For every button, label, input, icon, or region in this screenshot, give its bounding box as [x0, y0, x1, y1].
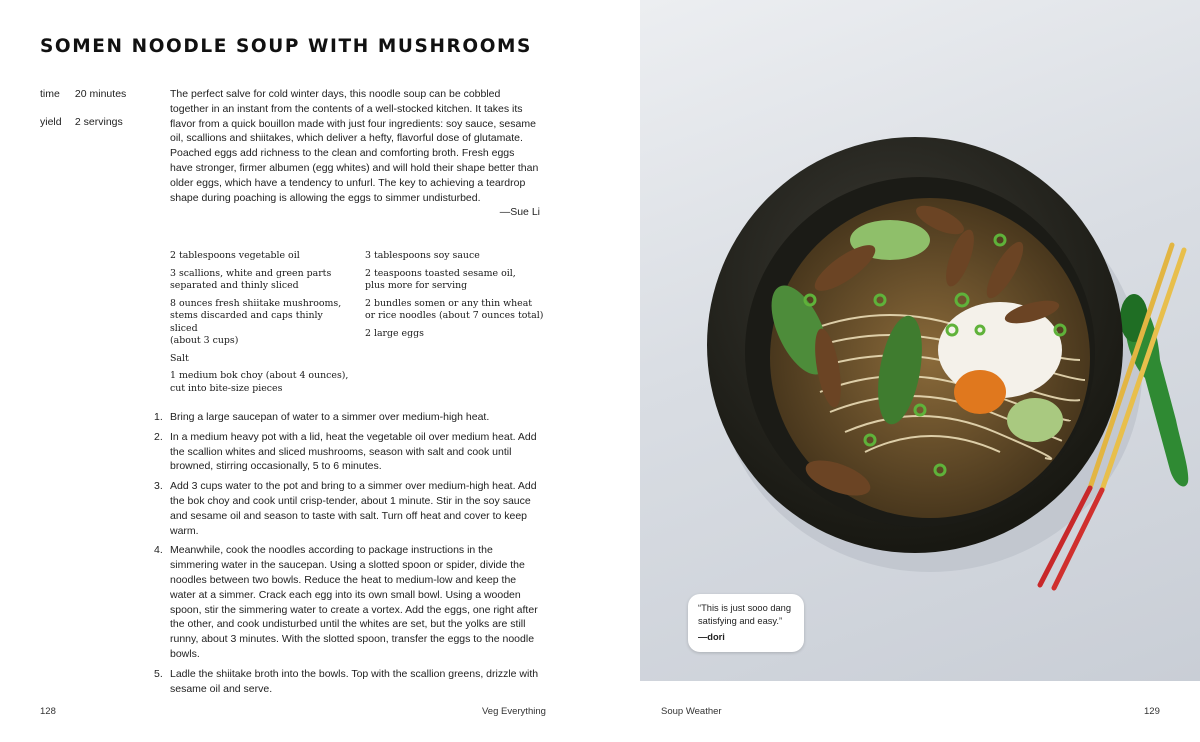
steps-list	[150, 410, 542, 701]
step-number: 3.	[154, 480, 163, 493]
step-text: Bring a large saucepan of water to a simmer over medium-high heat.	[170, 411, 490, 423]
ingredients-column-2	[365, 250, 545, 345]
yield-row	[40, 116, 123, 128]
ingredient: 3 scallions, white and green parts separated and thinly sliced	[170, 267, 332, 291]
ingredient: 2 tablespoons vegetable oil	[170, 250, 300, 261]
step-number: 2.	[154, 430, 163, 443]
step-item	[150, 430, 542, 474]
left-section-name: Veg Everything	[482, 706, 546, 717]
step-text: Ladle the shiitake broth into the bowls. Top with the scallion greens, drizzle with sesame oil and serve.	[170, 667, 539, 695]
ingredient: 2 large eggs	[365, 327, 424, 339]
step-text: Meanwhile, cook the noodles according to package instructions in the simmering water in the saucepan. Using a slotted spoon or spider, divide the noodles between two bowls. Reduce the heat to medium-low and keep the water at a simmer. Crack each egg into its own small bowl. Using a wooden spoon, stir the simmering water to create a vortex. Add the eggs, one right after the other, and cook undisturbed until the whites are set, but the yolks are still runny, about 3 minutes. With the slotted spoon, transfer the eggs to the noodle bowls.	[170, 544, 538, 660]
ingredient: Salt	[170, 352, 189, 364]
right-page	[640, 0, 1200, 742]
quote-text: “This is just sooo dang satisfying and easy.”	[698, 603, 792, 626]
step-item	[150, 667, 542, 697]
left-page-number: 128	[40, 706, 56, 717]
yield-value: 2 servings	[74, 116, 123, 128]
ingredient: 1 medium bok choy (about 4 ounces), cut into bite-size pieces	[170, 370, 349, 394]
ingredient: 2 teaspoons toasted sesame oil, plus more for serving	[365, 267, 516, 291]
time-value: 20 minutes	[74, 88, 127, 100]
step-text: In a medium heavy pot with a lid, heat the vegetable oil over medium heat. Add the scallion whites and sliced mushrooms, season with salt and cook until browned, stirring occasionally, 5 to 6 minutes.	[170, 430, 537, 473]
recipe-title: SOMEN NOODLE SOUP WITH MUSHROOMS	[40, 36, 532, 57]
step-number: 4.	[154, 544, 163, 557]
ingredients-column-1	[170, 250, 350, 400]
time-label: time	[40, 88, 60, 100]
step-item	[150, 543, 542, 661]
ingredient: 3 tablespoons soy sauce	[365, 250, 480, 261]
ingredient: 2 bundles somen or any thin wheat or rice noodles (about 7 ounces total)	[365, 297, 544, 321]
soup-photo	[640, 0, 1200, 681]
reader-quote-bubble	[688, 594, 804, 652]
step-number: 5.	[154, 667, 163, 680]
step-number: 1.	[154, 411, 163, 423]
yield-label: yield	[40, 116, 62, 128]
step-item	[150, 410, 542, 425]
soup-bowl-illustration	[640, 0, 1200, 681]
step-text: Add 3 cups water to the pot and bring to a simmer over medium-high heat. Add the bok choy and cook until crisp-tender, about 1 minute. Stir in the soy sauce and sesame oil and season to taste with salt. Turn off heat and cover to keep warm.	[170, 480, 537, 537]
ingredient: 8 ounces fresh shiitake mushrooms, stems discarded and caps thinly sliced (about 3 cups)	[170, 297, 342, 346]
quote-author: —dori	[698, 632, 725, 642]
intro-text: The perfect salve for cold winter days, this noodle soup can be cobbled together in an instant from the contents of a well-stocked kitchen. It takes its flavor from a quick bouillon made with just four ingredients: soy sauce, sesame oil, scallions and shiitakes, which deliver a hefty, flavorful dose of glutamate. Poached eggs add richness to the clean and comforting broth. Fresh eggs have stronger, firmer albumen (egg whites) and will hold their shape better than older eggs, which have a tendency to unfurl. The key to achieving a teardrop shape during poaching is allowing the eggs to simmer undisturbed.	[170, 88, 539, 204]
right-section-name: Soup Weather	[661, 706, 722, 717]
recipe-intro	[170, 87, 540, 220]
byline: —Sue Li	[499, 206, 540, 219]
step-item	[150, 479, 542, 538]
time-row	[40, 88, 126, 100]
right-page-number: 129	[1144, 706, 1160, 717]
